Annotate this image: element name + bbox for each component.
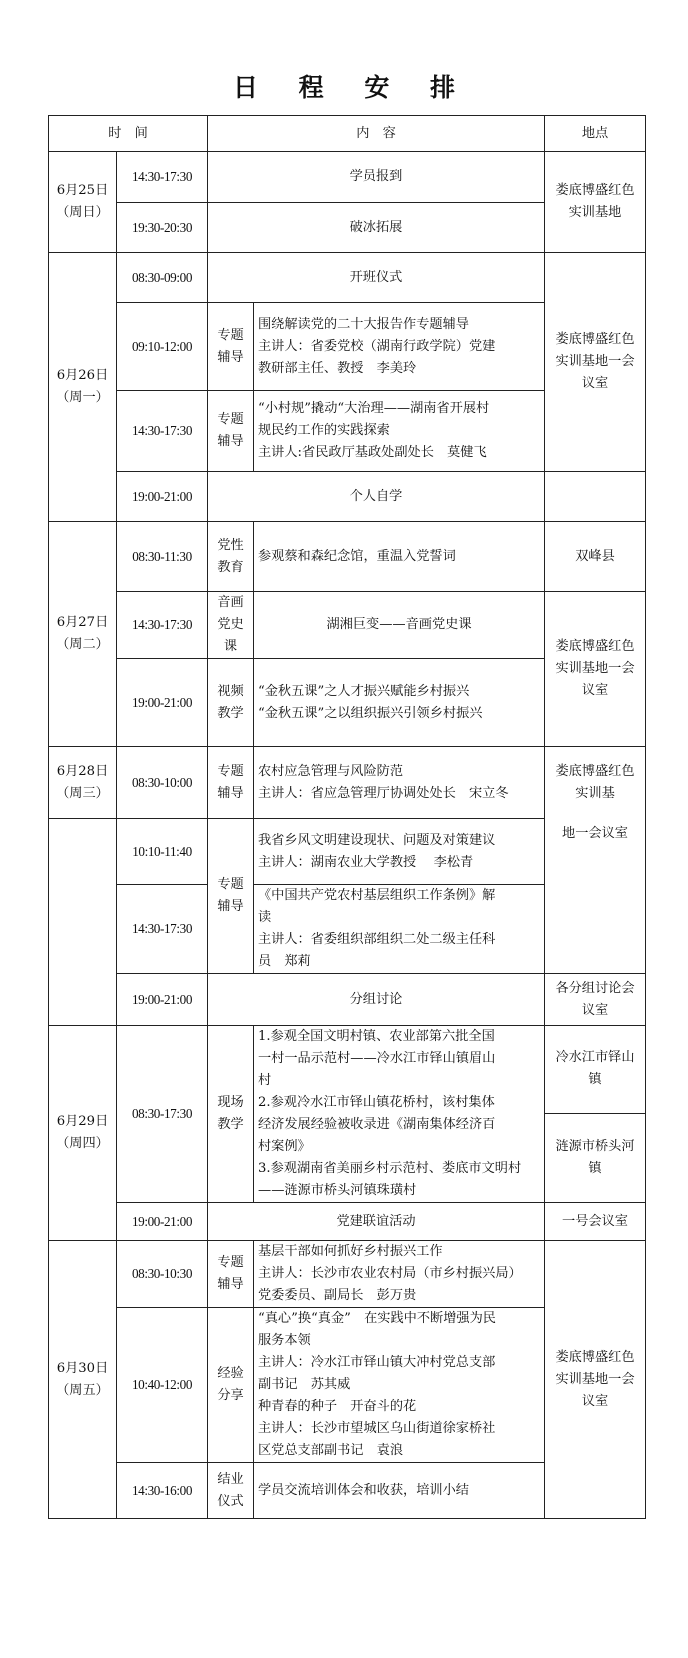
session-type-cell: 视频教学 bbox=[208, 659, 254, 747]
time-cell: 08:30-17:30 bbox=[117, 1026, 208, 1203]
time-cell: 10:40-12:00 bbox=[117, 1308, 208, 1463]
day-week: （周二） bbox=[56, 637, 109, 652]
day-cell bbox=[49, 1026, 117, 1241]
day-date: 6月29日 bbox=[56, 1114, 109, 1129]
session-type-cell: 专题辅导 bbox=[208, 747, 254, 819]
day-cell bbox=[49, 522, 117, 747]
day-date: 6月28日 bbox=[56, 763, 109, 779]
time-cell: 10:10-11:40 bbox=[117, 819, 208, 885]
page-title: 日 程 安 排 bbox=[232, 73, 472, 102]
content-line: 读 bbox=[258, 910, 272, 925]
content-line: 副书记 苏其威 bbox=[258, 1377, 351, 1392]
content-line: 主讲人：长沙市农业农村局（市乡村振兴局） bbox=[258, 1266, 522, 1281]
session-type-cell: 经验分享 bbox=[208, 1308, 254, 1463]
header-row bbox=[49, 116, 646, 152]
content-line: 一村一品示范村——冷水江市铎山镇眉山 bbox=[258, 1051, 496, 1066]
content-line: 《中国共产党农村基层组织工作条例》解 bbox=[258, 888, 496, 903]
content-cell bbox=[254, 659, 545, 747]
time-cell: 19:00-21:00 bbox=[117, 472, 208, 522]
location-cell: 双峰县 bbox=[545, 522, 646, 592]
day-date: 6月26日 bbox=[56, 368, 109, 383]
content-line: 种青春的种子 开奋斗的花 bbox=[258, 1399, 417, 1414]
session-type-cell: 专题辅导 bbox=[208, 1241, 254, 1308]
location-cell: 冷水江市铎山镇 bbox=[545, 1026, 646, 1114]
location-cell: 地一会议室 bbox=[545, 819, 646, 974]
day-cell bbox=[49, 152, 117, 253]
day-cell bbox=[49, 747, 117, 819]
table-row bbox=[49, 1026, 646, 1114]
table-row bbox=[49, 253, 646, 303]
content-cell bbox=[254, 1026, 545, 1203]
content-line: 1.参观全国文明村镇、农业部第六批全国 bbox=[258, 1029, 495, 1044]
content-line: “小村规”撬动“大治理——湖南省开展村 bbox=[258, 401, 490, 416]
day-date: 6月30日 bbox=[56, 1360, 109, 1376]
day-cell bbox=[49, 1241, 117, 1519]
content-line: 主讲人:省民政厅基政处副处长 莫健飞 bbox=[258, 445, 487, 460]
table-row bbox=[49, 819, 646, 885]
time-cell: 08:30-10:30 bbox=[117, 1241, 208, 1308]
content-line: 党委委员、副局长 彭万贵 bbox=[258, 1288, 417, 1303]
content-cell: 分组讨论 bbox=[208, 974, 545, 1026]
time-cell: 19:00-21:00 bbox=[117, 1203, 208, 1241]
content-cell: 开班仪式 bbox=[208, 253, 545, 303]
content-line: “金秋五课”之人才振兴赋能乡村振兴 bbox=[258, 683, 470, 699]
header-time: 时 间 bbox=[49, 116, 208, 152]
day-date: 6月25日 bbox=[56, 183, 109, 198]
schedule-table bbox=[48, 115, 646, 1519]
content-line: 主讲人：省应急管理厅协调处处长 宋立冬 bbox=[258, 785, 509, 801]
content-line: 基层干部如何抓好乡村振兴工作 bbox=[258, 1244, 443, 1259]
day-week: （周四） bbox=[56, 1136, 109, 1151]
content-line: 主讲人：冷水江市铎山镇大冲村党总支部 bbox=[258, 1355, 496, 1370]
table-row bbox=[49, 472, 646, 522]
table-row bbox=[49, 1241, 646, 1308]
content-line: 主讲人：省委党校（湖南行政学院）党建 bbox=[258, 338, 496, 354]
location-cell: 娄底博盛红色实训基地一会议室 bbox=[545, 253, 646, 472]
location-cell: 娄底博盛红色实训基地一会议室 bbox=[545, 592, 646, 747]
content-line: 2.参观冷水江市铎山镇花桥村，该村集体 bbox=[258, 1095, 495, 1110]
table-row bbox=[49, 522, 646, 592]
content-line: 经济发展经验被收录进《湖南集体经济百 bbox=[258, 1117, 496, 1132]
day-week: （周五） bbox=[56, 1382, 109, 1398]
content-line: 村案例》 bbox=[258, 1139, 311, 1154]
content-cell bbox=[254, 391, 545, 472]
content-cell: 湖湘巨变——音画党史课 bbox=[254, 592, 545, 659]
content-line: 员 郑莉 bbox=[258, 954, 311, 969]
time-cell: 19:30-20:30 bbox=[117, 203, 208, 253]
content-cell: 学员交流培训体会和收获，培训小结 bbox=[254, 1463, 545, 1519]
content-cell bbox=[254, 885, 545, 974]
location-cell: 娄底博盛红色实训基 bbox=[545, 747, 646, 819]
content-cell: 党建联谊活动 bbox=[208, 1203, 545, 1241]
day-week: （周三） bbox=[56, 785, 109, 801]
header-content: 内 容 bbox=[208, 116, 545, 152]
content-cell: 学员报到 bbox=[208, 152, 545, 203]
content-cell bbox=[254, 819, 545, 885]
header-location: 地点 bbox=[545, 116, 646, 152]
content-line: 区党总支部副书记 袁浪 bbox=[258, 1443, 404, 1458]
day-date: 6月27日 bbox=[56, 615, 109, 630]
content-line: 农村应急管理与风险防范 bbox=[258, 763, 404, 779]
time-cell: 09:10-12:00 bbox=[117, 303, 208, 391]
day-week: （周一） bbox=[56, 390, 109, 405]
location-cell: 娄底博盛红色实训基地 bbox=[545, 152, 646, 253]
session-type-cell: 专题辅导 bbox=[208, 819, 254, 974]
content-line: 主讲人：长沙市望城区乌山街道徐家桥社 bbox=[258, 1421, 496, 1436]
content-cell bbox=[254, 747, 545, 819]
session-type-cell: 现场教学 bbox=[208, 1026, 254, 1203]
content-line: 主讲人：湖南农业大学教授 李松青 bbox=[258, 854, 474, 870]
day-week: （周日） bbox=[56, 205, 109, 220]
content-line: 服务本领 bbox=[258, 1333, 311, 1348]
content-cell bbox=[254, 1241, 545, 1308]
location-cell: 涟源市桥头河镇 bbox=[545, 1113, 646, 1202]
time-cell: 14:30-17:30 bbox=[117, 152, 208, 203]
content-line: 围绕解读党的二十大报告作专题辅导 bbox=[258, 316, 469, 332]
location-cell: 一号会议室 bbox=[545, 1203, 646, 1241]
time-cell: 14:30-17:30 bbox=[117, 391, 208, 472]
session-type-cell: 专题辅导 bbox=[208, 391, 254, 472]
content-cell: 参观蔡和森纪念馆，重温入党誓词 bbox=[254, 522, 545, 592]
session-type-cell: 党性教育 bbox=[208, 522, 254, 592]
time-cell: 14:30-16:00 bbox=[117, 1463, 208, 1519]
table-row bbox=[49, 152, 646, 203]
table-row bbox=[49, 1203, 646, 1241]
time-cell: 08:30-09:00 bbox=[117, 253, 208, 303]
content-cell: 破冰拓展 bbox=[208, 203, 545, 253]
day-cell bbox=[49, 819, 117, 1026]
content-line: 规民约工作的实践探索 bbox=[258, 423, 390, 438]
time-cell: 08:30-11:30 bbox=[117, 522, 208, 592]
content-line: 3.参观湖南省美丽乡村示范村、娄底市文明村 bbox=[258, 1161, 522, 1176]
session-type-cell: 专题辅导 bbox=[208, 303, 254, 391]
content-line: 主讲人：省委组织部组织二处二级主任科 bbox=[258, 932, 496, 947]
time-cell: 08:30-10:00 bbox=[117, 747, 208, 819]
content-cell bbox=[254, 303, 545, 391]
time-cell: 19:00-21:00 bbox=[117, 974, 208, 1026]
time-cell: 19:00-21:00 bbox=[117, 659, 208, 747]
location-cell: 各分组讨论会议室 bbox=[545, 974, 646, 1026]
content-line: “金秋五课”之以组织振兴引领乡村振兴 bbox=[258, 705, 483, 721]
time-cell: 14:30-17:30 bbox=[117, 592, 208, 659]
table-row bbox=[49, 747, 646, 819]
location-cell: 娄底博盛红色实训基地一会议室 bbox=[545, 1241, 646, 1519]
table-row bbox=[49, 974, 646, 1026]
content-line: 我省乡风文明建设现状、问题及对策建议 bbox=[258, 832, 496, 848]
content-cell bbox=[254, 1308, 545, 1463]
content-line: 村 bbox=[258, 1073, 272, 1088]
location-cell bbox=[545, 472, 646, 522]
table-row bbox=[49, 592, 646, 659]
session-type-cell: 结业仪式 bbox=[208, 1463, 254, 1519]
session-type-cell: 音画党史课 bbox=[208, 592, 254, 659]
content-line: 教研部主任、教授 李美玲 bbox=[258, 360, 417, 376]
day-cell bbox=[49, 253, 117, 522]
time-cell: 14:30-17:30 bbox=[117, 885, 208, 974]
content-cell: 个人自学 bbox=[208, 472, 545, 522]
content-line: “真心”换“真金” 在实践中不断增强为民 bbox=[258, 1311, 496, 1326]
content-line: ——涟源市桥头河镇珠璜村 bbox=[258, 1183, 417, 1198]
